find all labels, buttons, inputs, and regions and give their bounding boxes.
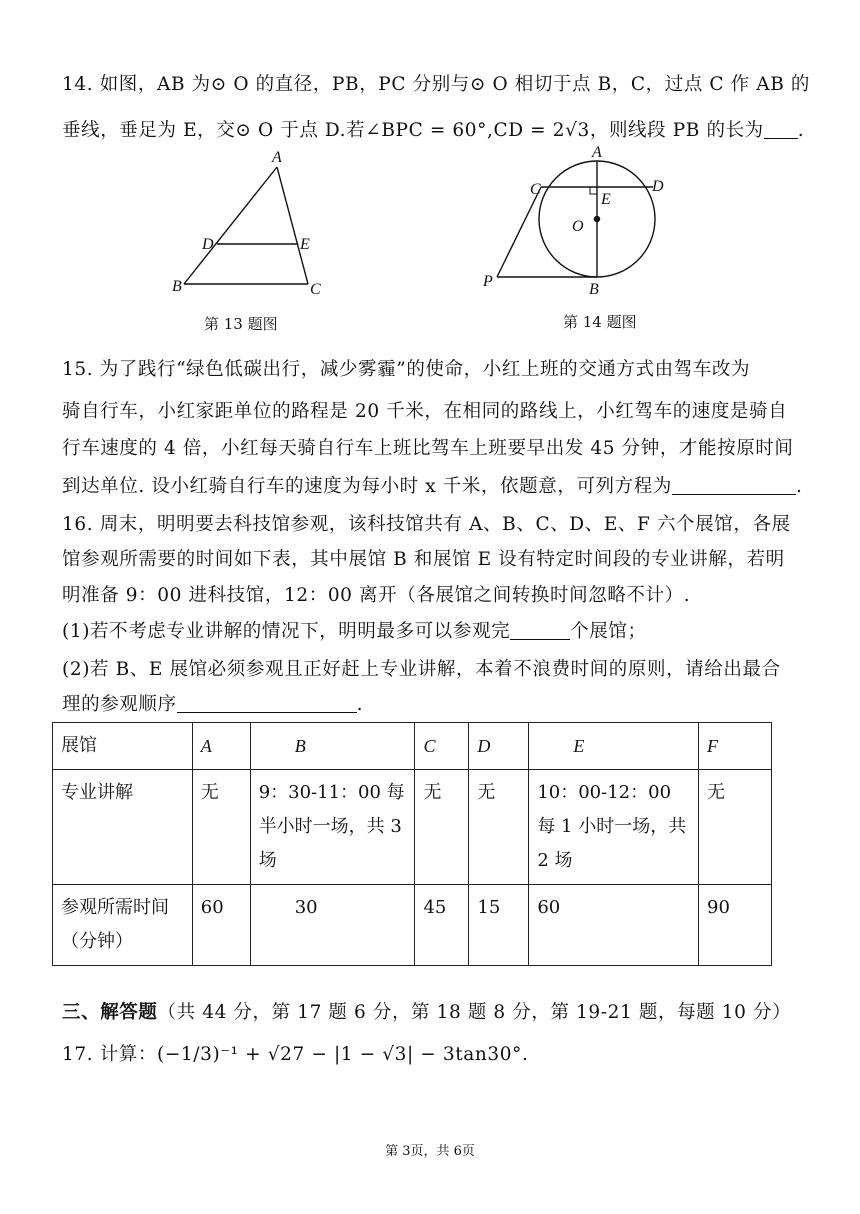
- q15-line3: 行车速度的 4 倍，小红每天骑自行车上班比驾车上班要早出发 45 分钟，才能按原时间: [62, 438, 794, 459]
- venue-table: [52, 722, 772, 966]
- q16-line3: 明准备 9：00 进科技馆，12：00 离开（各展馆之间转换时间忽略不计）.: [62, 585, 691, 606]
- table-header-cell: 展馆: [53, 723, 193, 770]
- q16-part1-end: 个展馆；: [570, 621, 647, 642]
- table-cell: 9：30-11：00 每半小时一场，共 3 场: [250, 770, 415, 885]
- fig14-label-o: O: [572, 218, 584, 235]
- q16-part2-text: 理的参观顺序: [62, 694, 177, 715]
- table-cell: 无: [699, 770, 772, 885]
- table-row: [53, 770, 772, 885]
- fig13-label-d: D: [202, 236, 214, 253]
- q17-text: 17. 计算：(−1/3)⁻¹ + √27 − |1 − √3| − 3tan30°.: [62, 1044, 529, 1065]
- fig13-side-ab: [184, 167, 277, 284]
- q14-line1: 14. 如图，AB 为⊙ O 的直径，PB，PC 分别与⊙ O 相切于点 B，C，过点 C 作 AB 的: [62, 74, 810, 95]
- q16-part1-blank: [510, 621, 570, 640]
- fig14-label-e: E: [601, 191, 611, 208]
- q16-part2-end: .: [356, 694, 364, 715]
- q16-part2-blank: [177, 694, 357, 713]
- fig14-tangent-pc: [497, 187, 541, 277]
- fig14-label-p: P: [483, 273, 493, 290]
- table-cell: 45: [415, 885, 469, 966]
- table-cell: 90: [699, 885, 772, 966]
- q16-line1: 16. 周末，明明要去科技馆参观，该科技馆共有 A、B、C、D、E、F 六个展馆，各展: [62, 514, 791, 535]
- table-header-cell: B: [250, 723, 415, 770]
- page-footer: 第 3页，共 6页: [385, 1144, 475, 1159]
- section-title: 三、解答题: [62, 1002, 158, 1023]
- q16-part1: [62, 617, 647, 643]
- fig14-label-d: D: [652, 178, 664, 195]
- fig13-label-e: E: [300, 236, 310, 253]
- table-cell: 无: [469, 770, 529, 885]
- table-header-row: [53, 723, 772, 770]
- q15-line2: 骑自行车，小红家距单位的路程是 20 千米，在相同的路线上，小红驾车的速度是骑自: [62, 401, 788, 422]
- section-heading: [62, 998, 791, 1024]
- table-cell: 60: [192, 885, 250, 966]
- q16-part1-text: (1)若不考虑专业讲解的情况下，明明最多可以参观完: [62, 621, 511, 642]
- q16-line2: 馆参观所需要的时间如下表，其中展馆 B 和展馆 E 设有特定时间段的专业讲解，若明: [62, 549, 785, 570]
- table-header-cell: A: [192, 723, 250, 770]
- fig14-right-angle-mark: [590, 187, 597, 194]
- q15-answer-blank: [672, 476, 796, 495]
- table-row-label: 参观所需时间（分钟）: [53, 885, 193, 966]
- q16-part2-line1: (2)若 B、E 展馆必须参观且正好赶上专业讲解，本着不浪费时间的原则，请给出最合: [62, 659, 781, 680]
- q15-line4: [62, 472, 802, 498]
- figure-14: [480, 140, 680, 305]
- table-cell: 30: [250, 885, 415, 966]
- q14-line2-end: .: [797, 120, 805, 141]
- figure-13: [160, 145, 340, 305]
- fig14-caption: 第 14 题图: [563, 313, 637, 331]
- table-cell: 10：00-12：00 每 1 小时一场，共 2 场: [529, 770, 699, 885]
- fig14-label-b: B: [589, 281, 599, 298]
- q14-line2-text: 垂线，垂足为 E，交⊙ O 于点 D.若∠BPC = 60°,CD = 2√3，则线段 PB 的长为: [62, 120, 764, 141]
- table-cell: 15: [469, 885, 529, 966]
- fig13-side-ac: [277, 167, 308, 284]
- table-cell: 无: [415, 770, 469, 885]
- q15-line1: 15. 为了践行“绿色低碳出行，减少雾霾”的使命，小红上班的交通方式由驾车改为: [62, 359, 751, 380]
- table-row: [53, 885, 772, 966]
- fig13-caption: 第 13 题图: [204, 315, 278, 333]
- section-detail: （共 44 分，第 17 题 6 分，第 18 题 8 分，第 19-21 题，每题 10 分）: [157, 1002, 792, 1023]
- q15-line4-text: 到达单位. 设小红骑自行车的速度为每小时 x 千米，依题意，可列方程为: [62, 476, 672, 497]
- fig13-label-a: A: [272, 149, 282, 166]
- table-cell: 60: [529, 885, 699, 966]
- table-header-cell: D: [469, 723, 529, 770]
- q15-line4-end: .: [795, 476, 803, 497]
- fig13-label-b: B: [172, 278, 182, 295]
- fig13-label-c: C: [310, 281, 321, 298]
- q14-line2: [62, 116, 804, 142]
- table-header-cell: F: [699, 723, 772, 770]
- fig14-label-c: C: [530, 181, 541, 198]
- q14-answer-blank: [764, 120, 798, 139]
- table-cell: 无: [192, 770, 250, 885]
- fig14-center-dot: [594, 216, 600, 222]
- q16-part2-line2: [62, 690, 363, 716]
- table-header-cell: E: [529, 723, 699, 770]
- table-header-cell: C: [415, 723, 469, 770]
- table-row-label: 专业讲解: [53, 770, 193, 885]
- fig14-label-a: A: [592, 144, 602, 161]
